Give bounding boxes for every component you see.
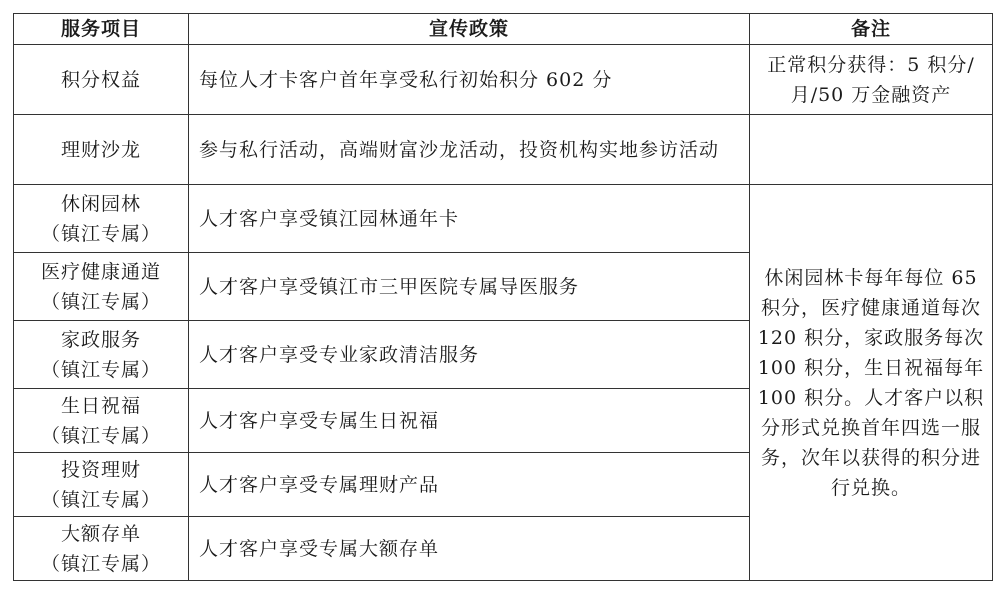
service-scope: （镇江专属）	[40, 552, 161, 575]
service-name-cell	[14, 517, 189, 581]
service-name: 休闲园林	[60, 192, 141, 215]
service-name-cell	[14, 389, 189, 453]
policy-table-wrapper	[13, 13, 993, 581]
table-row	[14, 115, 993, 185]
policy-text: 参与私行活动，高端财富沙龙活动，投资机构实地参访活动	[189, 115, 750, 185]
service-name-cell	[14, 453, 189, 517]
service-scope: （镇江专属）	[40, 222, 161, 245]
service-name-cell	[14, 321, 189, 389]
table-row	[14, 185, 993, 253]
service-name: 积分权益	[14, 45, 189, 115]
service-name: 大额存单	[60, 522, 141, 545]
header-service-item: 服务项目	[14, 14, 189, 45]
policy-text: 人才客户享受专属生日祝福	[189, 389, 750, 453]
service-scope: （镇江专属）	[40, 358, 161, 381]
service-scope: （镇江专属）	[40, 488, 161, 511]
table-row	[14, 45, 993, 115]
service-name: 投资理财	[60, 458, 141, 481]
service-name-cell	[14, 185, 189, 253]
policy-text: 人才客户享受镇江市三甲医院专属导医服务	[189, 253, 750, 321]
remark-empty	[750, 115, 993, 185]
policy-text: 人才客户享受专业家政清洁服务	[189, 321, 750, 389]
service-scope: （镇江专属）	[40, 290, 161, 313]
remark-exchange: 休闲园林卡每年每位 65 积分，医疗健康通道每次 120 积分，家政服务每次 100 积分，生日祝福每年 100 积分。人才客户以积分形式兑换首年四选一服务，次年以获得的积分进行兑换。	[750, 185, 993, 581]
table-header-row	[14, 14, 993, 45]
remark-points: 正常积分获得：5 积分/月/50 万金融资产	[750, 45, 993, 115]
service-name: 医疗健康通道	[40, 260, 161, 283]
policy-text: 人才客户享受专属理财产品	[189, 453, 750, 517]
policy-text: 每位人才卡客户首年享受私行初始积分 602 分	[189, 45, 750, 115]
header-remarks: 备注	[750, 14, 993, 45]
service-scope: （镇江专属）	[40, 424, 161, 447]
policy-text: 人才客户享受镇江园林通年卡	[189, 185, 750, 253]
service-policy-table	[13, 13, 993, 581]
service-name-cell	[14, 253, 189, 321]
header-policy: 宣传政策	[189, 14, 750, 45]
service-name: 家政服务	[60, 328, 141, 351]
policy-text: 人才客户享受专属大额存单	[189, 517, 750, 581]
service-name: 生日祝福	[60, 394, 141, 417]
service-name: 理财沙龙	[14, 115, 189, 185]
